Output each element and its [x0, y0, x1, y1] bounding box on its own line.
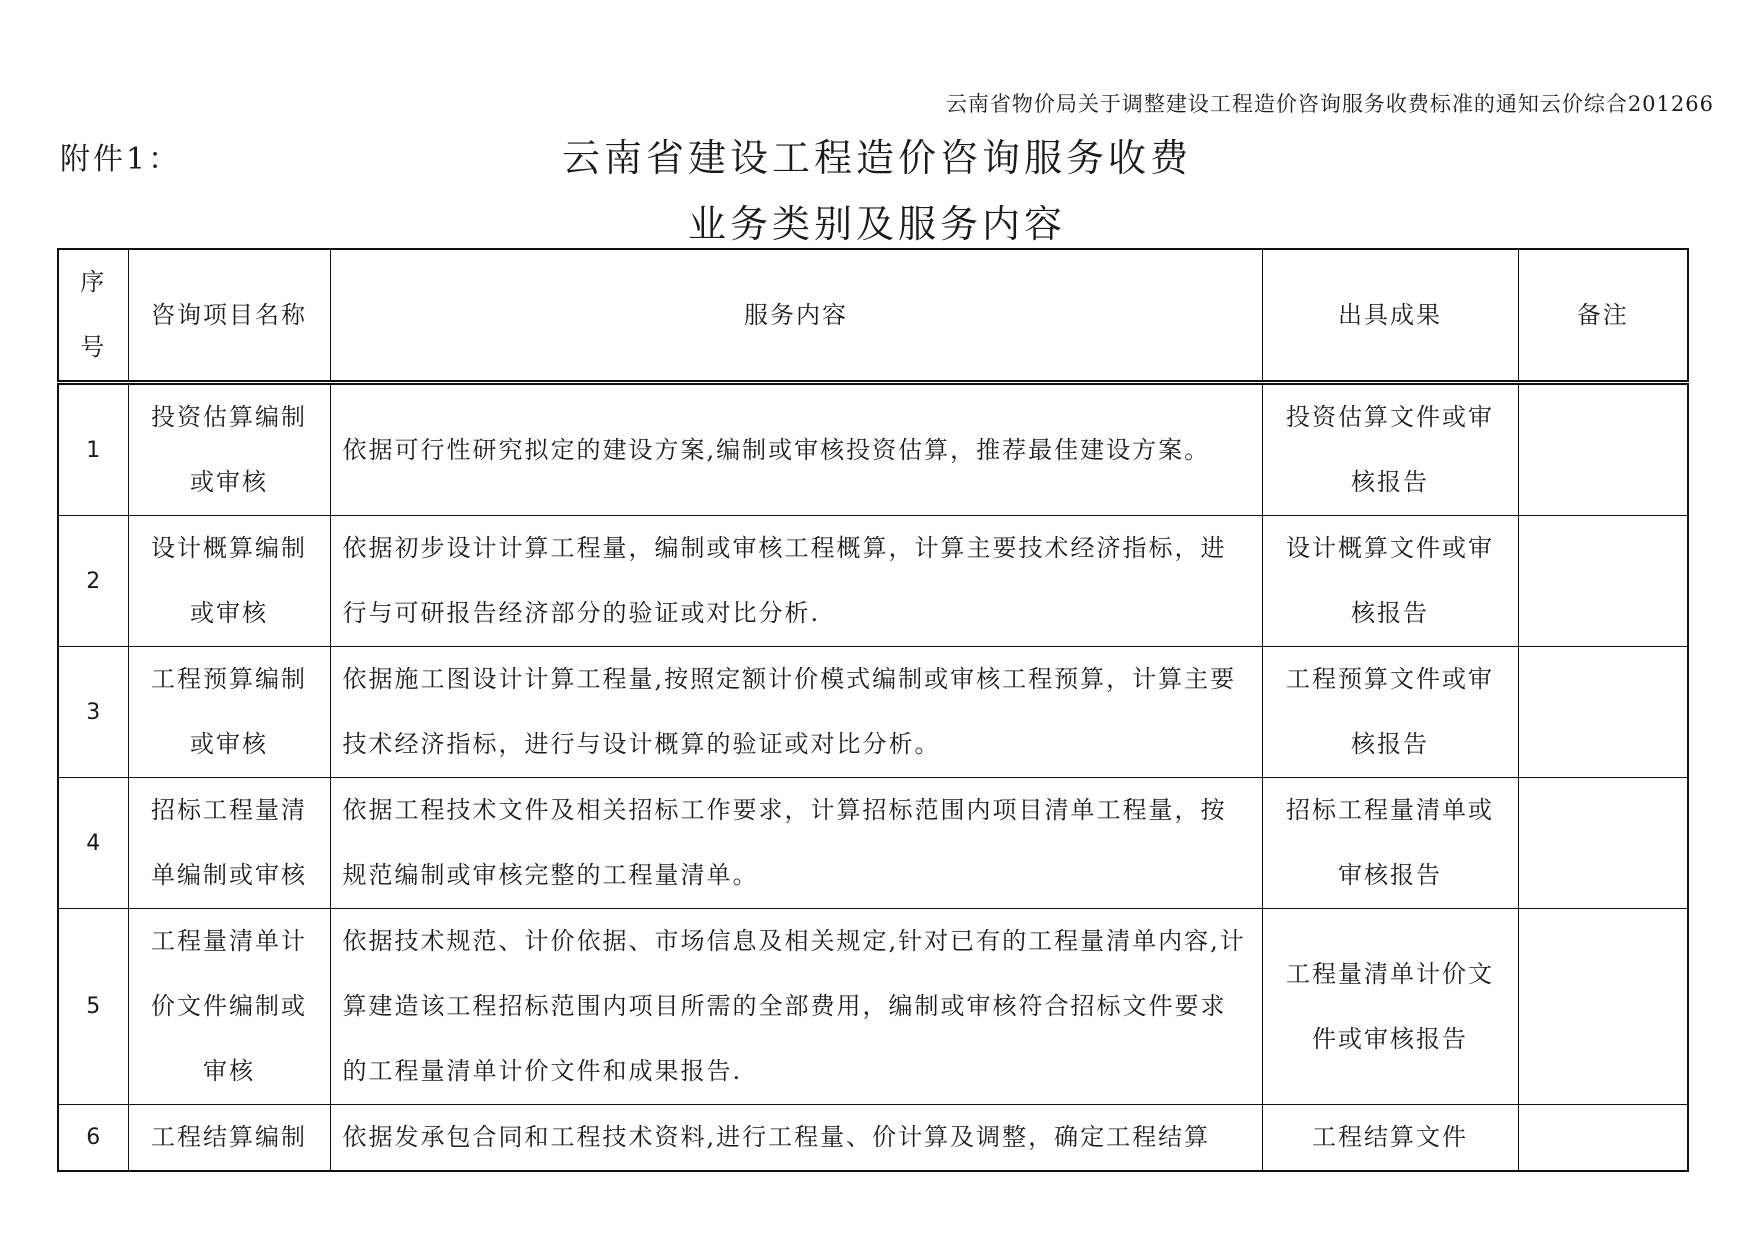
- header-result: 出具成果: [1262, 249, 1518, 383]
- row-project-name: 设计概算编制或审核: [128, 516, 330, 647]
- row-number: 3: [58, 647, 128, 778]
- row-note: [1518, 1105, 1688, 1172]
- row-project-name: 工程预算编制或审核: [128, 647, 330, 778]
- row-note: [1518, 778, 1688, 909]
- header-project-name: 咨询项目名称: [128, 249, 330, 383]
- row-note: [1518, 647, 1688, 778]
- row-service-content: 依据发承包合同和工程技术资料,进行工程量、价计算及调整，确定工程结算: [330, 1105, 1262, 1172]
- row-number: 4: [58, 778, 128, 909]
- document-title-line1: 云南省建设工程造价咨询服务收费: [561, 136, 1192, 180]
- table-row: [58, 383, 1688, 516]
- row-result: 工程结算文件: [1262, 1105, 1518, 1172]
- row-number: 2: [58, 516, 128, 647]
- row-service-content: 依据可行性研究拟定的建设方案,编制或审核投资估算，推荐最佳建设方案。: [330, 383, 1262, 516]
- row-note: [1518, 516, 1688, 647]
- row-result: 工程预算文件或审核报告: [1262, 647, 1518, 778]
- row-number: 1: [58, 383, 128, 516]
- row-result: 工程量清单计价文件或审核报告: [1262, 909, 1518, 1105]
- row-project-name: 招标工程量清单编制或审核: [128, 778, 330, 909]
- row-service-content: 依据施工图设计计算工程量,按照定额计价模式编制或审核工程预算，计算主要技术经济指标，进行与设计概算的验证或对比分析。: [330, 647, 1262, 778]
- header-seq-top: 序: [80, 268, 107, 296]
- row-number: 5: [58, 909, 128, 1105]
- row-note: [1518, 909, 1688, 1105]
- table-header-row: [58, 249, 1688, 383]
- row-result: 招标工程量清单或审核报告: [1262, 778, 1518, 909]
- table-row: [58, 1105, 1688, 1172]
- document-title-line2: 业务类别及服务内容: [687, 202, 1066, 246]
- row-service-content: 依据初步设计计算工程量，编制或审核工程概算，计算主要技术经济指标，进行与可研报告经济部分的验证或对比分析.: [330, 516, 1262, 647]
- table-row: [58, 909, 1688, 1105]
- row-service-content: 依据技术规范、计价依据、市场信息及相关规定,针对已有的工程量清单内容,计算建造该工程招标范围内项目所需的全部费用，编制或审核符合招标文件要求的工程量清单计价文件和成果报告.: [330, 909, 1262, 1105]
- row-result: 设计概算文件或审核报告: [1262, 516, 1518, 647]
- row-service-content: 依据工程技术文件及相关招标工作要求，计算招标范围内项目清单工程量，按规范编制或审核完整的工程量清单。: [330, 778, 1262, 909]
- row-note: [1518, 383, 1688, 516]
- header-note: 备注: [1518, 249, 1688, 383]
- row-number: 6: [58, 1105, 128, 1172]
- service-content-table: [57, 248, 1689, 1172]
- running-header: 云南省物价局关于调整建设工程造价咨询服务收费标准的通知云价综合201266: [945, 92, 1714, 116]
- header-seq-bottom: 号: [80, 333, 107, 361]
- row-project-name: 投资估算编制或审核: [128, 383, 330, 516]
- row-project-name: 工程结算编制: [128, 1105, 330, 1172]
- attachment-label: 附件1：: [60, 142, 182, 177]
- table-row: [58, 778, 1688, 909]
- row-project-name: 工程量清单计价文件编制或审核: [128, 909, 330, 1105]
- header-service-content: 服务内容: [330, 249, 1262, 383]
- table-row: [58, 516, 1688, 647]
- header-seq: [58, 249, 128, 383]
- table-row: [58, 647, 1688, 778]
- row-result: 投资估算文件或审核报告: [1262, 383, 1518, 516]
